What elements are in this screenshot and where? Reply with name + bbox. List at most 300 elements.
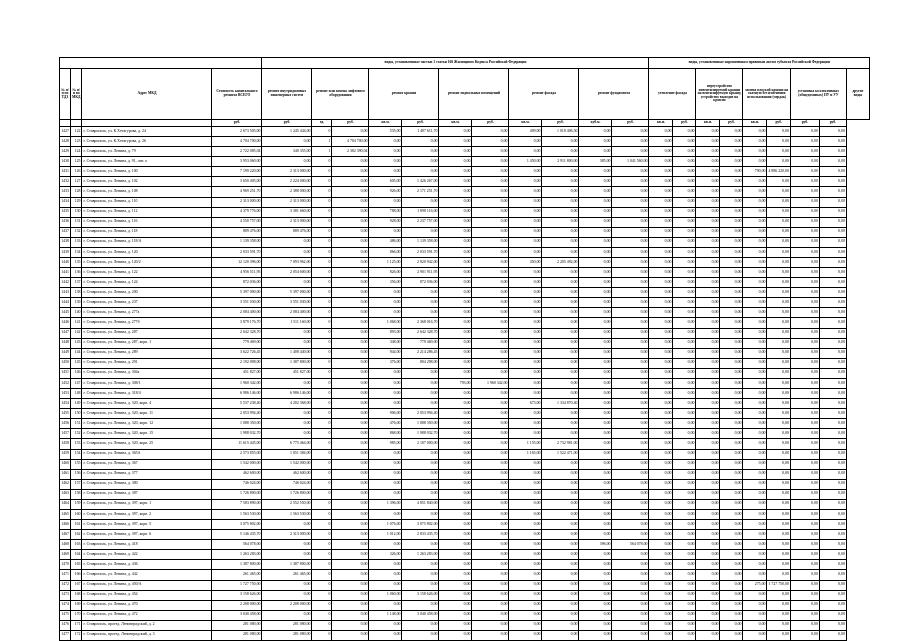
row-value-cell: 0,00: [649, 509, 673, 519]
row-total-cost: 3 879 176,70: [212, 318, 262, 328]
row-value-cell: 0,00: [649, 469, 673, 479]
row-value-cell: 0: [312, 429, 332, 439]
row-value-cell: 0,00: [649, 368, 673, 378]
row-value-cell: 0,00: [696, 600, 720, 610]
row-value-cell: 0,00: [439, 197, 472, 207]
row-value-cell: 0,00: [332, 127, 369, 137]
row-value-cell: 0,00: [696, 560, 720, 570]
row-value-cell: 1 727 750,00: [767, 580, 790, 590]
row-value-cell: 0,00: [612, 177, 649, 187]
row-total-cost: 1 088 350,00: [212, 419, 262, 429]
row-value-cell: 0,00: [369, 560, 402, 570]
unit-cell: руб.: [262, 120, 312, 127]
row-value-cell: 0: [312, 509, 332, 519]
unit-cell: руб.: [472, 120, 509, 127]
row-num-total: 1427: [60, 127, 71, 137]
row-num-total: 1437: [60, 227, 71, 237]
row-value-cell: 2 732 981,00: [542, 439, 579, 449]
row-value-cell: 0,00: [262, 247, 312, 257]
row-value-cell: 0,00: [649, 127, 673, 137]
row-value-cell: 0,00: [332, 338, 369, 348]
row-value-cell: 2 237 757,00: [402, 217, 439, 227]
row-num-mkd: 140: [71, 308, 82, 318]
row-value-cell: 0,00: [720, 550, 743, 560]
row-num-mkd: 150: [71, 409, 82, 419]
row-value-cell: 0: [312, 540, 332, 550]
units-row: [60, 120, 870, 127]
row-value-cell: 0,00: [720, 328, 743, 338]
row-value-cell: 0,00: [542, 167, 579, 177]
row-num-mkd: 126: [71, 167, 82, 177]
row-value-cell: 0,00: [743, 479, 767, 489]
row-value-cell: 0,00: [612, 590, 649, 600]
row-total-cost: 3 158 626,00: [212, 590, 262, 600]
row-value-cell: 0,00: [369, 580, 402, 590]
row-value-cell: 396,00: [579, 540, 612, 550]
table-row: [60, 610, 870, 620]
row-num-total: 1456: [60, 419, 71, 429]
row-address: г. Ставрополь, проезд. Ленинградский, д. 2: [82, 620, 212, 630]
row-value-cell: 0,00: [696, 258, 720, 268]
row-value-cell: 0,00: [402, 630, 439, 640]
row-value-cell: 1 898 116,00: [402, 207, 439, 217]
row-total-cost: 4 956 511,95: [212, 268, 262, 278]
row-num-mkd: 168: [71, 590, 82, 600]
row-value-cell: 2 208 000,00: [262, 600, 312, 610]
row-value-cell: 476,00: [369, 419, 402, 429]
row-address: г. Ставрополь, ул. Ленина, д. 377: [82, 469, 212, 479]
row-value-cell: 0,00: [819, 378, 846, 388]
row-value-cell: 0,00: [649, 479, 673, 489]
unit-cell: руб.: [212, 120, 262, 127]
row-value-cell: 0,00: [612, 207, 649, 217]
row-value-cell: 0,00: [542, 570, 579, 580]
row-value-cell: 0,00: [743, 308, 767, 318]
row-total-cost: 1 960 342,00: [212, 378, 262, 388]
row-value-cell: 0,00: [767, 247, 790, 257]
col-header-insulation: утепление фасада: [649, 69, 696, 120]
row-value-cell: 0,00: [767, 600, 790, 610]
row-value-cell: 0,00: [332, 237, 369, 247]
row-value-cell: 0: [312, 580, 332, 590]
row-value-cell: 0,00: [767, 459, 790, 469]
row-value-cell: 0,00: [767, 378, 790, 388]
row-value-cell: 409,00: [509, 127, 542, 137]
row-value-cell: 0,00: [612, 630, 649, 640]
row-num-mkd: 138: [71, 288, 82, 298]
row-value-cell: 0,00: [743, 590, 767, 600]
row-value-cell: 0,00: [743, 419, 767, 429]
row-num-total: 1443: [60, 288, 71, 298]
row-value-cell: 0,00: [649, 530, 673, 540]
row-value-cell: 0: [312, 620, 332, 630]
row-value-cell: 0,00: [472, 489, 509, 499]
row-total-cost: 5 397 000,00: [212, 288, 262, 298]
row-value-cell: 0,00: [720, 227, 743, 237]
row-value-cell: 0,00: [439, 217, 472, 227]
row-value-cell: 0,00: [743, 247, 767, 257]
row-value-cell: 0,00: [472, 278, 509, 288]
row-address: г. Ставрополь, ул. Ленина, д. 365А: [82, 449, 212, 459]
row-value-cell: 0,00: [649, 620, 673, 630]
row-value-cell: 0: [312, 247, 332, 257]
row-value-cell: 0,00: [439, 328, 472, 338]
row-value-cell: 0,00: [402, 368, 439, 378]
row-value-cell: 0,00: [612, 449, 649, 459]
row-value-cell: 0: [312, 399, 332, 409]
row-value-cell: 0,00: [579, 580, 612, 590]
row-value-cell: 0,00: [767, 610, 790, 620]
row-value-cell: 0,00: [439, 348, 472, 358]
row-value-cell: 0,00: [767, 509, 790, 519]
row-value-cell: 0,00: [439, 368, 472, 378]
row-value-cell: 0,00: [439, 157, 472, 167]
row-value-cell: 893,00: [369, 328, 402, 338]
table-row: [60, 338, 870, 348]
row-address: г. Ставрополь, ул. Ленина, д. 442: [82, 570, 212, 580]
row-value-cell: 0,00: [612, 348, 649, 358]
row-value-cell: 0,00: [439, 389, 472, 399]
row-value-cell: 0,00: [439, 127, 472, 137]
unit-cell: кв.м.: [369, 120, 402, 127]
row-value-cell: 0,00: [696, 227, 720, 237]
row-value-cell: 0,00: [262, 550, 312, 560]
row-value-cell: 0: [312, 459, 332, 469]
row-address: г. Ставрополь, ул. Ленина, д. 472: [82, 610, 212, 620]
row-value-cell: 535,00: [369, 127, 402, 137]
row-value-cell: 0,00: [579, 167, 612, 177]
row-value-cell: 0,00: [332, 207, 369, 217]
row-value-cell: 1 155,00: [509, 439, 542, 449]
row-value-cell: 0,00: [743, 378, 767, 388]
row-value-cell: 0,00: [369, 449, 402, 459]
row-value-cell: 0,00: [509, 610, 542, 620]
row-value-cell: 0,00: [612, 600, 649, 610]
row-value-cell: 0,00: [720, 580, 743, 590]
row-value-cell: 0,00: [720, 207, 743, 217]
row-value-cell: 0,00: [542, 318, 579, 328]
row-value-cell: 2 368 016,70: [402, 318, 439, 328]
table-row: [60, 348, 870, 358]
table-row: [60, 580, 870, 590]
row-value-cell: 0,00: [673, 278, 696, 288]
table-row: [60, 620, 870, 630]
row-value-cell: 0,00: [743, 389, 767, 399]
row-value-cell: 0,00: [767, 399, 790, 409]
row-value-cell: 0,00: [649, 358, 673, 368]
row-value-cell: 0,00: [720, 368, 743, 378]
row-value-cell: 281 080,00: [262, 630, 312, 640]
row-value-cell: 0,00: [472, 258, 509, 268]
row-value-cell: 0,00: [743, 449, 767, 459]
row-value-cell: 0,00: [579, 338, 612, 348]
table-row: [60, 429, 870, 439]
row-value-cell: 0,00: [509, 308, 542, 318]
row-value-cell: 0,00: [472, 298, 509, 308]
row-value-cell: 1 165,00: [509, 449, 542, 459]
row-value-cell: 0,00: [509, 378, 542, 388]
row-value-cell: 0,00: [262, 580, 312, 590]
row-address: г. Ставрополь, ул. Ленина, д. 124: [82, 278, 212, 288]
row-value-cell: 0,00: [579, 610, 612, 620]
row-address: г. Ставрополь, ул. Ленина, д. 422: [82, 550, 212, 560]
row-value-cell: 2 313 000,00: [262, 167, 312, 177]
repair-table: [59, 57, 870, 641]
unit-cell: кв.м.: [696, 120, 720, 127]
row-value-cell: 0,00: [509, 237, 542, 247]
row-value-cell: 0: [312, 358, 332, 368]
row-value-cell: 0,00: [332, 389, 369, 399]
row-total-cost: 2 053 994,40: [212, 409, 262, 419]
row-value-cell: 0,00: [649, 550, 673, 560]
row-value-cell: 0,00: [673, 630, 696, 640]
row-value-cell: 790,00: [743, 167, 767, 177]
row-num-mkd: 142: [71, 328, 82, 338]
row-value-cell: 0,00: [649, 459, 673, 469]
row-value-cell: 0,00: [509, 217, 542, 227]
row-total-cost: 4 379 776,00: [212, 207, 262, 217]
row-value-cell: 0,00: [649, 560, 673, 570]
row-value-cell: 0,00: [673, 237, 696, 247]
row-total-cost: 1 263 283,00: [212, 550, 262, 560]
row-value-cell: 0,00: [332, 600, 369, 610]
row-value-cell: 0,00: [673, 177, 696, 187]
row-num-total: 1438: [60, 237, 71, 247]
row-num-total: 1477: [60, 630, 71, 640]
row-value-cell: 0,00: [649, 600, 673, 610]
row-value-cell: 0,00: [743, 298, 767, 308]
row-value-cell: 0,00: [790, 308, 819, 318]
row-total-cost: 564 078,00: [212, 540, 262, 550]
row-value-cell: 0: [312, 318, 332, 328]
row-value-cell: 0,00: [332, 580, 369, 590]
row-value-cell: 0,00: [579, 449, 612, 459]
row-value-cell: 0,00: [819, 358, 846, 368]
row-value-cell: 0,00: [402, 560, 439, 570]
row-value-cell: 0,00: [439, 429, 472, 439]
row-value-cell: 0,00: [262, 610, 312, 620]
row-value-cell: 0,00: [767, 157, 790, 167]
row-total-cost: 872 036,00: [212, 278, 262, 288]
row-value-cell: 0,00: [819, 489, 846, 499]
row-value-cell: 0,00: [819, 127, 846, 137]
row-value-cell: 0,00: [542, 358, 579, 368]
unit-cell: руб.: [819, 120, 846, 127]
row-value-cell: 0,00: [819, 338, 846, 348]
row-value-cell: 0,00: [439, 499, 472, 509]
row-value-cell: 0,00: [767, 499, 790, 509]
row-address: г. Ставрополь, ул. Ленина, д. 380: [82, 479, 212, 489]
row-value-cell: 0,00: [369, 540, 402, 550]
row-value-cell: 0,00: [673, 600, 696, 610]
row-value-cell: 0,00: [369, 459, 402, 469]
row-value-cell: 0,00: [696, 389, 720, 399]
row-value-cell: 0,00: [720, 278, 743, 288]
row-value-cell: 0,00: [673, 429, 696, 439]
row-value-cell: 0,00: [542, 469, 579, 479]
row-value-cell: 0,00: [790, 550, 819, 560]
row-value-cell: 0,00: [579, 630, 612, 640]
row-value-cell: 0,00: [579, 520, 612, 530]
row-num-total: 1445: [60, 308, 71, 318]
row-total-cost: 3 040 458,00: [212, 610, 262, 620]
row-value-cell: 0,00: [542, 368, 579, 378]
row-value-cell: 0,00: [649, 540, 673, 550]
row-num-mkd: 170: [71, 610, 82, 620]
row-value-cell: 0,00: [439, 580, 472, 590]
row-value-cell: 0,00: [612, 318, 649, 328]
row-value-cell: 0,00: [743, 399, 767, 409]
row-value-cell: 0,00: [579, 600, 612, 610]
row-num-total: 1474: [60, 600, 71, 610]
row-value-cell: 0,00: [612, 389, 649, 399]
row-num-mkd: 154: [71, 449, 82, 459]
row-num-total: 1450: [60, 358, 71, 368]
row-value-cell: 0,00: [579, 288, 612, 298]
row-value-cell: 0,00: [720, 167, 743, 177]
row-value-cell: 0,00: [579, 560, 612, 570]
row-total-cost: 1 139 358,00: [212, 237, 262, 247]
row-num-mkd: 165: [71, 560, 82, 570]
row-value-cell: 0,00: [696, 237, 720, 247]
row-value-cell: 0,00: [767, 147, 790, 157]
row-value-cell: 0,00: [767, 489, 790, 499]
row-value-cell: 0: [312, 157, 332, 167]
row-total-cost: 1 563 530,00: [212, 509, 262, 519]
row-value-cell: 0,00: [332, 509, 369, 519]
row-value-cell: 0: [312, 197, 332, 207]
row-value-cell: 0,00: [743, 157, 767, 167]
row-value-cell: 348,00: [369, 338, 402, 348]
row-value-cell: 0,00: [720, 348, 743, 358]
row-value-cell: 0,00: [819, 157, 846, 167]
table-row: [60, 469, 870, 479]
row-value-cell: 0: [312, 439, 332, 449]
row-value-cell: 0,00: [767, 449, 790, 459]
col-header-roof: ремонт крыши: [369, 69, 439, 120]
table-row: [60, 268, 870, 278]
row-value-cell: 0: [312, 560, 332, 570]
row-num-mkd: 124: [71, 147, 82, 157]
row-value-cell: 0,00: [509, 358, 542, 368]
row-value-cell: 0,00: [819, 298, 846, 308]
row-value-cell: 0,00: [649, 520, 673, 530]
row-value-cell: 0,00: [509, 207, 542, 217]
row-value-cell: 0,00: [439, 540, 472, 550]
row-value-cell: 0,00: [439, 560, 472, 570]
row-value-cell: 4 202 368,00: [262, 399, 312, 409]
row-total-cost: 3 650 405,00: [212, 177, 262, 187]
table-row: [60, 318, 870, 328]
row-value-cell: 0,00: [790, 620, 819, 630]
row-address: г. Ставрополь, ул. Ленина, д. 112: [82, 207, 212, 217]
row-value-cell: 0,00: [743, 439, 767, 449]
table-row: [60, 489, 870, 499]
row-value-cell: 0,00: [696, 288, 720, 298]
row-value-cell: 0,00: [790, 419, 819, 429]
row-value-cell: 0,00: [612, 187, 649, 197]
row-value-cell: 0,00: [790, 389, 819, 399]
row-num-mkd: 157: [71, 479, 82, 489]
row-num-total: 1469: [60, 550, 71, 560]
unit-cell: кв.м.: [509, 120, 542, 127]
row-value-cell: 0,00: [743, 187, 767, 197]
row-value-cell: 0,00: [819, 499, 846, 509]
row-value-cell: 2 642 328,70: [402, 328, 439, 338]
row-value-cell: 0,00: [819, 409, 846, 419]
row-value-cell: 0,00: [767, 288, 790, 298]
row-value-cell: 0,00: [472, 570, 509, 580]
row-value-cell: 0,00: [612, 298, 649, 308]
row-value-cell: 4 851 840,00: [402, 499, 439, 509]
row-value-cell: 0,00: [819, 560, 846, 570]
row-value-cell: 0,00: [402, 197, 439, 207]
row-value-cell: 0,00: [649, 348, 673, 358]
row-value-cell: 0,00: [579, 187, 612, 197]
row-value-cell: 0,00: [472, 268, 509, 278]
row-value-cell: 0,00: [720, 530, 743, 540]
row-value-cell: 1 726 800,00: [262, 489, 312, 499]
row-value-cell: 0,00: [720, 298, 743, 308]
row-value-cell: 0,00: [767, 348, 790, 358]
row-value-cell: 385,00: [579, 157, 612, 167]
row-num-total: 1464: [60, 499, 71, 509]
row-value-cell: 1 263 283,00: [402, 550, 439, 560]
row-value-cell: 0,00: [439, 489, 472, 499]
row-num-mkd: 171: [71, 620, 82, 630]
table-row: [60, 439, 870, 449]
row-value-cell: 0,00: [790, 590, 819, 600]
row-value-cell: 0,00: [542, 197, 579, 207]
unit-cell: руб.: [332, 120, 369, 127]
row-value-cell: 0,00: [509, 590, 542, 600]
row-value-cell: 0,00: [612, 419, 649, 429]
row-value-cell: 0: [312, 449, 332, 459]
row-value-cell: 0,00: [332, 288, 369, 298]
row-address: г. Ставрополь, ул. Ленина, д. 318/4: [82, 389, 212, 399]
row-value-cell: 0,00: [720, 540, 743, 550]
row-value-cell: 0,00: [673, 207, 696, 217]
row-value-cell: 0,00: [612, 479, 649, 489]
row-value-cell: 0,00: [612, 499, 649, 509]
row-address: г. Ставрополь, ул. Ленина, д. 291: [82, 358, 212, 368]
row-num-mkd: 131: [71, 217, 82, 227]
row-value-cell: 0,00: [696, 137, 720, 147]
row-value-cell: 0,00: [790, 147, 819, 157]
row-address: г. Ставрополь, ул. Ленина, д. 102: [82, 177, 212, 187]
row-num-total: 1434: [60, 197, 71, 207]
row-value-cell: 0,00: [509, 489, 542, 499]
row-value-cell: 0,00: [332, 399, 369, 409]
row-value-cell: 0,00: [402, 600, 439, 610]
row-value-cell: 0: [312, 389, 332, 399]
row-value-cell: 0,00: [332, 439, 369, 449]
row-value-cell: 0,00: [472, 610, 509, 620]
row-value-cell: 0,00: [579, 409, 612, 419]
row-value-cell: 2 388 000,00: [262, 187, 312, 197]
row-value-cell: 0,00: [332, 278, 369, 288]
row-value-cell: 0,00: [767, 308, 790, 318]
row-value-cell: 0,00: [369, 630, 402, 640]
row-value-cell: 0,00: [542, 389, 579, 399]
row-value-cell: 0,00: [819, 540, 846, 550]
row-num-total: 1436: [60, 217, 71, 227]
row-value-cell: 0,00: [649, 580, 673, 590]
row-value-cell: 0,00: [696, 489, 720, 499]
row-value-cell: 0,00: [369, 147, 402, 157]
row-value-cell: 0,00: [819, 217, 846, 227]
row-value-cell: 804 298,00: [402, 358, 439, 368]
